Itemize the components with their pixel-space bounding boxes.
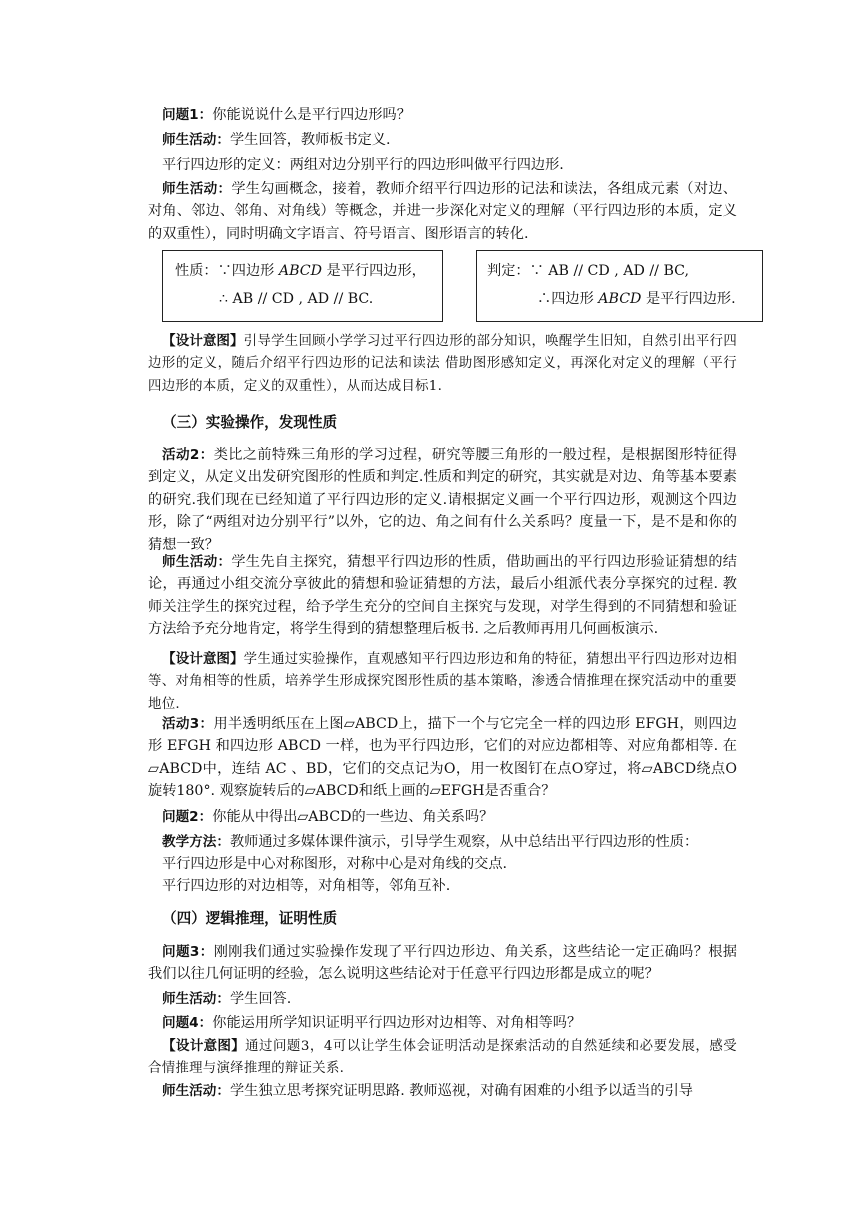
activity-5	[162, 1080, 737, 1102]
activity-label: 师生活动：	[162, 1083, 230, 1099]
intent-label: 【设计意图】	[162, 651, 244, 667]
activity-2	[148, 178, 737, 245]
activity-1	[162, 129, 737, 151]
question-2	[162, 806, 737, 828]
section-heading-4: （四）逻辑推理，证明性质	[162, 910, 338, 927]
activity-text: 学生回答，教师板书定义.	[229, 132, 391, 148]
activity-text: 学生独立思考探究证明思路. 教师巡视，对确有困难的小组予以适当的引导	[229, 1083, 693, 1099]
question-label: 问题3：	[162, 944, 214, 960]
design-intent-1	[148, 330, 737, 398]
activity-label: 师生活动：	[162, 132, 230, 148]
activity-label: 活动3：	[162, 716, 214, 732]
property-line-1: 性质：∵四边形 ABCD 是平行四边形，	[175, 263, 426, 279]
judgement-box	[476, 250, 763, 322]
intent-label: 【设计意图】	[162, 1038, 246, 1054]
section-heading-3: （三）实验操作，发现性质	[162, 414, 338, 431]
activity-text: 学生勾画概念，接着，教师介绍平行四边形的记法和读法，各组成元素（对边、对角、邻边、邻角、对角线）等概念，并进一步深化对定义的理解（平行四边形的本质，定义的双重性），同时明确文字语言、符号语言、图形语言的转化.	[148, 181, 737, 242]
property-line-2: ∴ AB // CD , AD // BC.	[219, 291, 374, 307]
teaching-method	[148, 831, 737, 853]
question-text: 你能运用所学知识证明平行四边形对边相等、对角相等吗？	[212, 1015, 582, 1031]
question-text: 你能从中得出▱ABCD的一些边、角关系吗？	[212, 809, 494, 825]
intent-text: 引导学生回顾小学学习过平行四边形的部分知识，唤醒学生旧知，自然引出平行四边形的定义，随后介绍平行四边形的记法和读法 借助图形感知定义，再深化对定义的理解（平行四边形的本质，定义的双重性），从而达成目标1.	[148, 334, 738, 394]
activity-label: 师生活动：	[162, 554, 232, 570]
activity-label: 师生活动：	[162, 991, 230, 1007]
question-4	[162, 1012, 737, 1034]
definition: 平行四边形的定义：两组对边分别平行的四边形叫做平行四边形.	[162, 157, 564, 173]
activity-2-desc	[148, 444, 737, 556]
method-text: 教师通过多媒体课件演示，引导学生观察，从中总结出平行四边形的性质：	[229, 834, 699, 850]
activity-text: 学生回答.	[229, 991, 292, 1007]
question-text: 你能说说什么是平行四边形吗？	[212, 107, 411, 123]
judgement-line-2: ∴四边形 ABCD 是平行四边形.	[537, 291, 736, 307]
property-box	[162, 250, 443, 322]
intent-text: 通过问题3，4可以让学生体会证明活动是探索活动的自然延续和必要发展，感受合情推理与演绎推理的辩证关系.	[148, 1039, 737, 1077]
intent-text: 学生通过实验操作，直观感知平行四边形边和角的特征，猜想出平行四边形对边相等、对角相等的性质，培养学生形成探究图形性质的基本策略，渗透合情推理在探究活动中的重要地位.	[148, 652, 738, 712]
activity-text: 用半透明纸压在上图▱ABCD上，描下一个与它完全一样的四边形 EFGH，则四边形 EFGH 和四边形 ABCD 一样，也为平行四边形，它们的对应边都相等、对应角都相等. 在▱ABCD中，连结 AC 、BD，它们的交点记为O，用一枚图钉在点O穿过，将▱ABCD绕点O旋转180°. 观察旋转后的▱ABCD和纸上画的▱EFGH是否重合？	[148, 716, 737, 800]
question-label: 问题4：	[162, 1015, 213, 1031]
design-intent-3	[148, 1035, 737, 1081]
activity-label: 活动2：	[162, 447, 214, 463]
intent-label: 【设计意图】	[162, 333, 244, 349]
conclusion-2: 平行四边形的对边相等，对角相等，邻角互补.	[162, 878, 451, 894]
method-label: 教学方法：	[162, 834, 230, 850]
activity-text: 学生先自主探究，猜想平行四边形的性质，借助画出的平行四边形验证猜想的结论，再通过小组交流分享彼此的猜想和验证猜想的方法，最后小组派代表分享探究的过程. 教师关注学生的探究过程，给予学生充分的空间自主探究与发现，对学生得到的不同猜想和验证方法给予充分地肯定，将学生得到的猜想整理后板书. 之后教师再用几何画板演示.	[148, 554, 737, 638]
judgement-line-1: 判定：∵ AB // CD , AD // BC,	[487, 263, 690, 279]
question-3	[148, 941, 737, 986]
activity-3-desc	[148, 713, 737, 803]
conclusion-1: 平行四边形是中心对称图形，对称中心是对角线的交点.	[162, 856, 508, 872]
activity-text: 类比之前特殊三角形的学习过程，研究等腰三角形的一般过程，是根据图形特征得到定义，从定义出发研究图形的性质和判定.性质和判定的研究，其实就是对边、角等基本要素的研究.我们现在已经知道了平行四边形的定义.请根据定义画一个平行四边形，观测这个四边形，除了“两组对边分别平行”以外，它的边、角之间有什么关系吗？度量一下，是不是和你的猜想一致？	[148, 447, 737, 553]
activity-label: 师生活动：	[162, 181, 232, 197]
question-1	[162, 104, 737, 126]
question-label: 问题2：	[162, 809, 213, 825]
activity-3	[148, 551, 737, 641]
question-text: 刚刚我们通过实验操作发现了平行四边形边、角关系，这些结论一定正确吗？根据我们以往几何证明的经验，怎么说明这些结论对于任意平行四边形都是成立的呢？	[148, 944, 737, 983]
design-intent-2	[148, 648, 737, 716]
activity-4	[162, 988, 737, 1010]
question-label: 问题1：	[162, 107, 213, 123]
